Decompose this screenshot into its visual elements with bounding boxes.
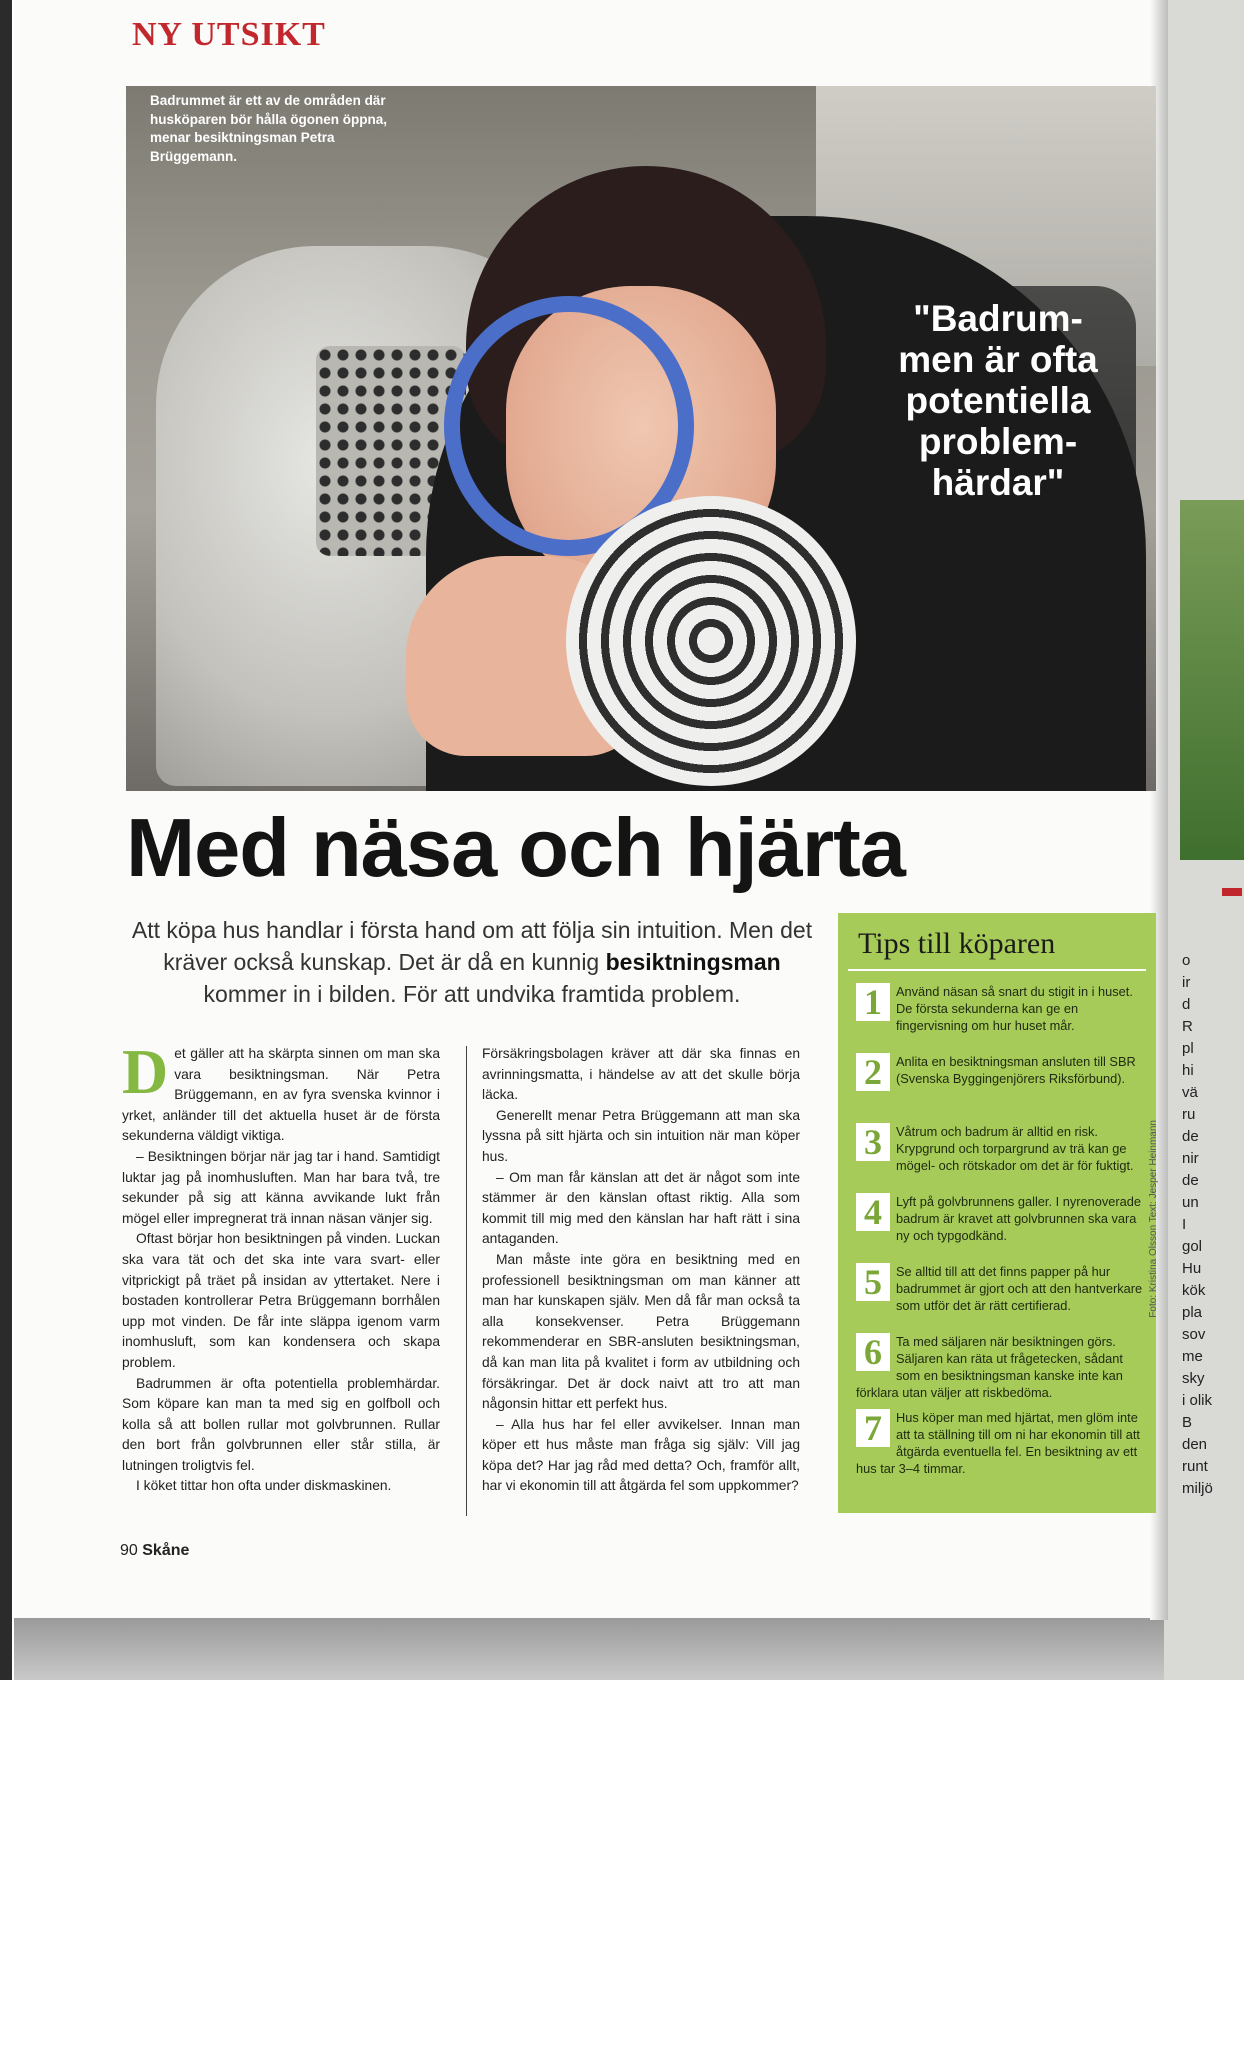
pull-quote: "Badrum- men är ofta potentiella problem- härdar" [898,298,1098,503]
tip-item [838,1119,1156,1189]
tip-text: Anlita en besiktningsman ansluten till SBR (Svenska Byggingenjörers Riksförbund). [896,1054,1136,1086]
tip-item [838,1405,1156,1481]
tip-text: Hus köper man med hjärtat, men glöm inte att ta ställning till om ni har ekonomin till att åtgärda eventuella fel. En besiktning av ett hus tar 3–4 timmar. [856,1410,1140,1476]
adjacent-text-fragment: sky [1182,1370,1205,1387]
tip-text: Ta med säljaren när besiktningen görs. Säljaren kan räta ut frågetecken, sådant som en besiktningsman kanske inte kan förklara utan väljer att riskbedöma. [856,1334,1123,1400]
photo-credit: Foto: Kristina Olsson Text: Jesper Heinmann [1148,1120,1159,1318]
column-divider [466,1046,467,1516]
paragraph: Generellt menar Petra Brüggemann att man ska lyssna på sitt hjärta och sin intuition när man köper hus. [482,1107,800,1164]
adjacent-text-fragment: pla [1182,1304,1203,1321]
scan-border-left [0,0,12,1680]
adjacent-page-photo [1180,500,1244,860]
page-footer [120,1542,189,1560]
tip-number: 4 [856,1193,890,1231]
adjacent-text-fragment: miljö [1182,1480,1213,1497]
tip-number: 7 [856,1409,890,1447]
adjacent-text-fragment: den [1182,1436,1208,1453]
tip-item [838,979,1156,1049]
paragraph: Oftast börjar hon besiktningen på vinden. Luckan ska vara tät och det ska inte vara svart- eller vitprickigt på träet på insidan av yttertaket. Nere i bostaden kontrollerar Petra Brüggemann borrhålen upp mot vinden. De får inte släppa igenom varm inomhusluft, som kan kondensera och skapa problem. [122,1231,440,1370]
tips-box [838,913,1156,1513]
body-column-1 [122,1036,440,1497]
paragraph: Man måste inte göra en besiktning med en professionell besiktningsman om man känner att man har kunskapen själv. Men då får man också ta alla konsekvenser. Petra Brüggemann rekommenderar en SBR-ansluten besiktningsman, då kan man lita på kvalitet i form av utbildning och försäkringar. Det är dock naivt att tro att man någonsin hittar ett perfekt hus. [482,1251,800,1412]
adjacent-text-fragment: I [1182,1216,1187,1233]
adjacent-text-fragment: de [1182,1128,1199,1145]
photo-caption: Badrummet är ett av de områden där husköparen bör hålla ögonen öppna, menar besiktningsman Petra Brüggemann. [150,93,388,164]
adjacent-page-text [1182,950,1242,1500]
adjacent-text-fragment: vä [1182,1084,1198,1101]
lead-text-after: kommer in i bilden. För att undvika framtida problem. [203,981,741,1007]
adjacent-text-fragment: Hu [1182,1260,1202,1277]
section-label: NY UTSIKT [132,16,326,53]
tip-number: 2 [856,1053,890,1091]
lead-bold: besiktningsman [605,949,781,975]
adjacent-text-fragment: kök [1182,1282,1206,1299]
adjacent-page-red-mark [1222,888,1242,896]
tip-number: 5 [856,1263,890,1301]
adjacent-text-fragment: o [1182,952,1191,969]
adjacent-text-fragment: i olik [1182,1392,1213,1409]
tip-text: Våtrum och badrum är alltid en risk. Krypgrund och torpargrund av trä kan ge mögel- och rötskador om det är för fuktigt. [896,1124,1134,1173]
adjacent-page-edge [1164,0,1244,1680]
paragraph: – Alla hus har fel eller avvikelser. Innan man köper ett hus måste man fråga sig själv: Vill jag köpa det? Har jag råd med detta? Och, framför allt, har vi ekonomin till att åtgärda fel som uppkommer? [482,1416,800,1494]
adjacent-text-fragment: ru [1182,1106,1196,1123]
tip-item [838,1189,1156,1259]
tip-item [838,1259,1156,1329]
adjacent-text-fragment: pl [1182,1040,1194,1057]
tip-number: 3 [856,1123,890,1161]
feature-photo [126,86,1156,791]
adjacent-text-fragment: R [1182,1018,1193,1035]
adjacent-text-fragment: nir [1182,1150,1199,1167]
adjacent-text-fragment: me [1182,1348,1203,1365]
paragraph: Försäkringsbolagen kräver att där ska finnas en avrinningsmatta, i händelse av att det skulle börja läcka. [482,1046,800,1103]
adjacent-text-fragment: hi [1182,1062,1194,1079]
tip-text: Använd näsan så snart du stigit in i huset. De första sekunderna kan ge en fingervisning om hur huset mår. [896,984,1133,1033]
tip-text: Lyft på golvbrunnens galler. I nyrenoverade badrum är kravet att golvbrunnen ska vara ny och typgodkänd. [896,1194,1141,1243]
paragraph: Badrummen är ofta potentiella problemhärdar. Som köpare kan man ta med sig en golfboll och kolla så att bollen rullar mot golvbrunnen. Rullar den bort från golvbrunnen eller står stilla, är lutningen troligtvis fel. [122,1375,440,1473]
adjacent-text-fragment: runt [1182,1458,1208,1475]
adjacent-text-fragment: un [1182,1194,1199,1211]
photo-drain-grate [566,496,856,786]
body-column-2 [482,1044,800,1497]
adjacent-text-fragment: de [1182,1172,1199,1189]
tip-item [838,1049,1156,1119]
lead-text-before: Att köpa hus handlar i första hand om att följa sin intuition. Men det kräver också kunskap. Det är då en kunnig [131,917,813,975]
tips-divider [848,969,1146,971]
tip-text: Se alltid till att det finns papper på hur badrummet är gjort och att den hantverkare som utför det är rätt certifierad. [896,1264,1143,1313]
adjacent-text-fragment: sov [1182,1326,1206,1343]
paragraph: – Om man får känslan att det är något som inte stämmer är den känslan oftast riktig. Alla som kommit till mig med den känslan har haft rätt i sina antaganden. [482,1169,800,1247]
adjacent-text-fragment: B [1182,1414,1193,1431]
adjacent-text-fragment: d [1182,996,1191,1013]
paragraph: – Besiktningen börjar när jag tar i hand. Samtidigt luktar jag på inomhusluften. Man har bara två, tre sekunder på sig att känna avvikande lukt från mögel eller impregnerat trä innan näsan vänjer sig. [122,1148,440,1226]
adjacent-text-fragment: ir [1182,974,1191,991]
tip-number: 1 [856,983,890,1021]
scan-shadow-bottom [14,1618,1164,1680]
drop-cap: D [122,1036,169,1107]
tip-number: 6 [856,1333,890,1371]
article-headline: Med näsa och hjärta [126,801,905,894]
adjacent-text-fragment: gol [1182,1238,1203,1255]
paragraph: I köket tittar hon ofta under diskmaskinen. [136,1478,392,1494]
tip-item [838,1329,1156,1405]
tips-title: Tips till köparen [858,927,1056,960]
article-lead [122,914,822,1010]
paragraph: et gäller att ha skärpta sinnen om man ska vara besiktningsman. När Petra Brüggemann, en av fyra svenska kvinnor i yrket, anländer till det aktuella huset är de första sekunderna väldigt viktiga. [122,1046,440,1144]
footer-section: Skåne [142,1542,190,1559]
page-number: 90 [120,1542,138,1559]
